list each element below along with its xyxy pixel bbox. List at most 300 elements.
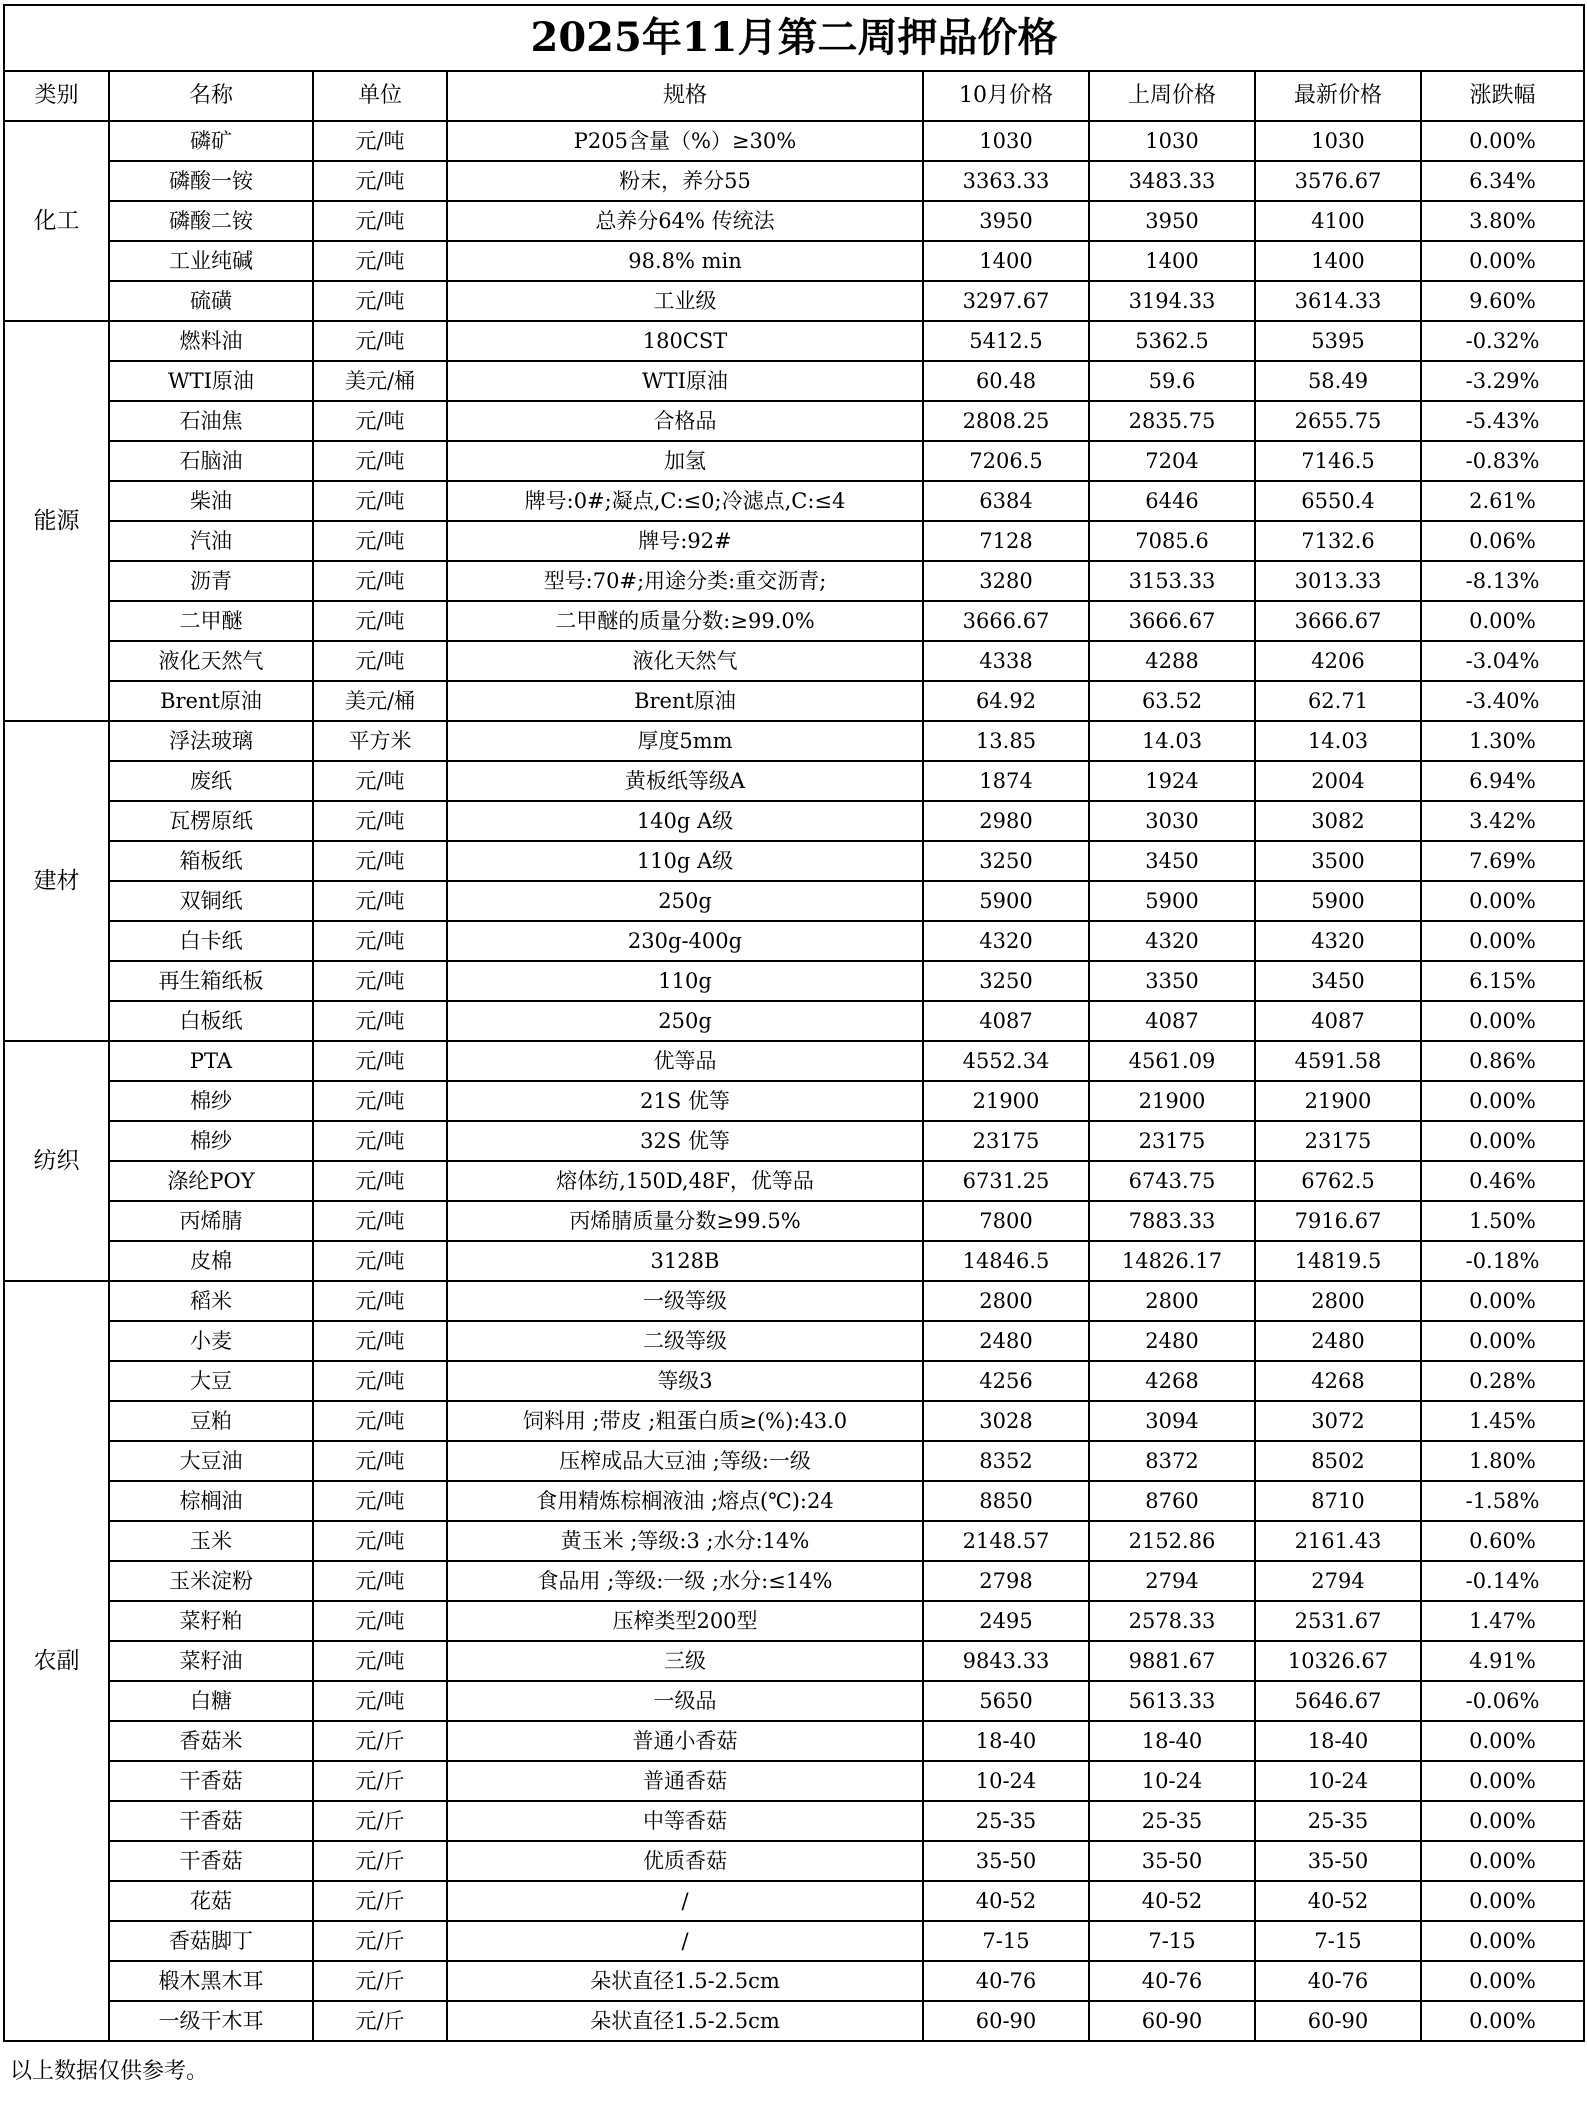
october-price-cell: 1030 bbox=[923, 121, 1089, 161]
change-percent-cell: 0.00% bbox=[1421, 881, 1584, 921]
table-row bbox=[4, 721, 1584, 761]
unit-cell: 平方米 bbox=[313, 721, 447, 761]
change-percent-cell: -0.06% bbox=[1421, 1681, 1584, 1721]
spec-cell: 一级品 bbox=[447, 1681, 923, 1721]
change-percent-cell: -1.58% bbox=[1421, 1481, 1584, 1521]
latest-price-cell: 10326.67 bbox=[1255, 1641, 1421, 1681]
item-name-cell: 燃料油 bbox=[109, 321, 313, 361]
item-name-cell: 干香菇 bbox=[109, 1801, 313, 1841]
october-price-cell: 5650 bbox=[923, 1681, 1089, 1721]
last-week-price-cell: 23175 bbox=[1089, 1121, 1255, 1161]
latest-price-cell: 35-50 bbox=[1255, 1841, 1421, 1881]
october-price-cell: 40-52 bbox=[923, 1881, 1089, 1921]
change-percent-cell: 0.00% bbox=[1421, 1921, 1584, 1961]
last-week-price-cell: 3666.67 bbox=[1089, 601, 1255, 641]
spec-cell: 180CST bbox=[447, 321, 923, 361]
item-name-cell: 小麦 bbox=[109, 1321, 313, 1361]
october-price-cell: 3250 bbox=[923, 961, 1089, 1001]
item-name-cell: 椴木黑木耳 bbox=[109, 1961, 313, 2001]
table-row bbox=[4, 1321, 1584, 1361]
spec-cell: 牌号:92# bbox=[447, 521, 923, 561]
spec-cell: 二级等级 bbox=[447, 1321, 923, 1361]
unit-cell: 元/吨 bbox=[313, 1041, 447, 1081]
last-week-price-cell: 3450 bbox=[1089, 841, 1255, 881]
spec-cell: 食用精炼棕榈液油 ;熔点(℃):24 bbox=[447, 1481, 923, 1521]
unit-cell: 美元/桶 bbox=[313, 681, 447, 721]
october-price-cell: 8352 bbox=[923, 1441, 1089, 1481]
spec-cell: 3128B bbox=[447, 1241, 923, 1281]
latest-price-cell: 5646.67 bbox=[1255, 1681, 1421, 1721]
change-percent-cell: 0.00% bbox=[1421, 1001, 1584, 1041]
change-percent-cell: -0.83% bbox=[1421, 441, 1584, 481]
change-percent-cell: 6.34% bbox=[1421, 161, 1584, 201]
unit-cell: 元/吨 bbox=[313, 1281, 447, 1321]
unit-cell: 美元/桶 bbox=[313, 361, 447, 401]
last-week-price-cell: 4288 bbox=[1089, 641, 1255, 681]
price-table bbox=[3, 4, 1585, 2102]
item-name-cell: 石油焦 bbox=[109, 401, 313, 441]
spec-cell: 普通小香菇 bbox=[447, 1721, 923, 1761]
item-name-cell: 二甲醚 bbox=[109, 601, 313, 641]
last-week-price-cell: 25-35 bbox=[1089, 1801, 1255, 1841]
footer-note: 以上数据仅供参考。 bbox=[4, 2041, 1584, 2102]
item-name-cell: 汽油 bbox=[109, 521, 313, 561]
latest-price-cell: 2161.43 bbox=[1255, 1521, 1421, 1561]
item-name-cell: 液化天然气 bbox=[109, 641, 313, 681]
spec-cell: 140g A级 bbox=[447, 801, 923, 841]
unit-cell: 元/吨 bbox=[313, 1001, 447, 1041]
spec-cell: 黄玉米 ;等级:3 ;水分:14% bbox=[447, 1521, 923, 1561]
change-percent-cell: 0.86% bbox=[1421, 1041, 1584, 1081]
spec-cell: 总养分64% 传统法 bbox=[447, 201, 923, 241]
october-price-cell: 2798 bbox=[923, 1561, 1089, 1601]
october-price-cell: 4552.34 bbox=[923, 1041, 1089, 1081]
last-week-price-cell: 59.6 bbox=[1089, 361, 1255, 401]
spec-cell: 工业级 bbox=[447, 281, 923, 321]
unit-cell: 元/吨 bbox=[313, 1681, 447, 1721]
unit-cell: 元/吨 bbox=[313, 241, 447, 281]
change-percent-cell: 0.00% bbox=[1421, 601, 1584, 641]
october-price-cell: 3280 bbox=[923, 561, 1089, 601]
header-change: 涨跌幅 bbox=[1421, 71, 1584, 121]
latest-price-cell: 18-40 bbox=[1255, 1721, 1421, 1761]
header-category: 类别 bbox=[4, 71, 109, 121]
last-week-price-cell: 3350 bbox=[1089, 961, 1255, 1001]
item-name-cell: 瓦楞原纸 bbox=[109, 801, 313, 841]
unit-cell: 元/吨 bbox=[313, 281, 447, 321]
change-percent-cell: 0.00% bbox=[1421, 1081, 1584, 1121]
change-percent-cell: 1.45% bbox=[1421, 1401, 1584, 1441]
unit-cell: 元/吨 bbox=[313, 561, 447, 601]
october-price-cell: 1400 bbox=[923, 241, 1089, 281]
change-percent-cell: -3.40% bbox=[1421, 681, 1584, 721]
unit-cell: 元/吨 bbox=[313, 601, 447, 641]
october-price-cell: 3950 bbox=[923, 201, 1089, 241]
latest-price-cell: 6550.4 bbox=[1255, 481, 1421, 521]
spec-cell: 250g bbox=[447, 881, 923, 921]
october-price-cell: 60.48 bbox=[923, 361, 1089, 401]
latest-price-cell: 5395 bbox=[1255, 321, 1421, 361]
latest-price-cell: 6762.5 bbox=[1255, 1161, 1421, 1201]
unit-cell: 元/吨 bbox=[313, 1601, 447, 1641]
table-row bbox=[4, 2001, 1584, 2041]
table-row bbox=[4, 1001, 1584, 1041]
table-row bbox=[4, 561, 1584, 601]
category-cell: 建材 bbox=[4, 721, 109, 1041]
table-row bbox=[4, 1801, 1584, 1841]
october-price-cell: 3028 bbox=[923, 1401, 1089, 1441]
spec-cell: 压榨成品大豆油 ;等级:一级 bbox=[447, 1441, 923, 1481]
last-week-price-cell: 7-15 bbox=[1089, 1921, 1255, 1961]
table-row bbox=[4, 521, 1584, 561]
last-week-price-cell: 4268 bbox=[1089, 1361, 1255, 1401]
latest-price-cell: 2480 bbox=[1255, 1321, 1421, 1361]
change-percent-cell: 4.91% bbox=[1421, 1641, 1584, 1681]
spec-cell: P205含量（%）≥30% bbox=[447, 121, 923, 161]
spec-cell: 合格品 bbox=[447, 401, 923, 441]
table-row bbox=[4, 601, 1584, 641]
change-percent-cell: 1.30% bbox=[1421, 721, 1584, 761]
latest-price-cell: 4087 bbox=[1255, 1001, 1421, 1041]
category-cell: 纺织 bbox=[4, 1041, 109, 1281]
october-price-cell: 4087 bbox=[923, 1001, 1089, 1041]
october-price-cell: 10-24 bbox=[923, 1761, 1089, 1801]
last-week-price-cell: 3030 bbox=[1089, 801, 1255, 841]
unit-cell: 元/吨 bbox=[313, 1401, 447, 1441]
last-week-price-cell: 6743.75 bbox=[1089, 1161, 1255, 1201]
unit-cell: 元/吨 bbox=[313, 1521, 447, 1561]
item-name-cell: 磷矿 bbox=[109, 121, 313, 161]
latest-price-cell: 4268 bbox=[1255, 1361, 1421, 1401]
item-name-cell: 棉纱 bbox=[109, 1121, 313, 1161]
change-percent-cell: 6.15% bbox=[1421, 961, 1584, 1001]
latest-price-cell: 7916.67 bbox=[1255, 1201, 1421, 1241]
spec-cell: 三级 bbox=[447, 1641, 923, 1681]
item-name-cell: 再生箱纸板 bbox=[109, 961, 313, 1001]
last-week-price-cell: 63.52 bbox=[1089, 681, 1255, 721]
unit-cell: 元/吨 bbox=[313, 1241, 447, 1281]
last-week-price-cell: 5900 bbox=[1089, 881, 1255, 921]
last-week-price-cell: 3094 bbox=[1089, 1401, 1255, 1441]
last-week-price-cell: 6446 bbox=[1089, 481, 1255, 521]
latest-price-cell: 2655.75 bbox=[1255, 401, 1421, 441]
table-row bbox=[4, 321, 1584, 361]
latest-price-cell: 4591.58 bbox=[1255, 1041, 1421, 1081]
item-name-cell: 白糖 bbox=[109, 1681, 313, 1721]
october-price-cell: 6384 bbox=[923, 481, 1089, 521]
table-row bbox=[4, 161, 1584, 201]
unit-cell: 元/斤 bbox=[313, 1721, 447, 1761]
unit-cell: 元/吨 bbox=[313, 401, 447, 441]
latest-price-cell: 7146.5 bbox=[1255, 441, 1421, 481]
latest-price-cell: 62.71 bbox=[1255, 681, 1421, 721]
category-cell: 农副 bbox=[4, 1281, 109, 2041]
table-row bbox=[4, 1601, 1584, 1641]
table-row bbox=[4, 401, 1584, 441]
latest-price-cell: 14819.5 bbox=[1255, 1241, 1421, 1281]
item-name-cell: 箱板纸 bbox=[109, 841, 313, 881]
last-week-price-cell: 2480 bbox=[1089, 1321, 1255, 1361]
category-cell: 化工 bbox=[4, 121, 109, 321]
spec-cell: 21S 优等 bbox=[447, 1081, 923, 1121]
last-week-price-cell: 14.03 bbox=[1089, 721, 1255, 761]
unit-cell: 元/吨 bbox=[313, 201, 447, 241]
table-row bbox=[4, 1361, 1584, 1401]
unit-cell: 元/斤 bbox=[313, 1961, 447, 2001]
latest-price-cell: 3082 bbox=[1255, 801, 1421, 841]
header-row bbox=[4, 71, 1584, 121]
spec-cell: 粉末，养分55 bbox=[447, 161, 923, 201]
spec-cell: 朵状直径1.5-2.5cm bbox=[447, 2001, 923, 2041]
table-row bbox=[4, 121, 1584, 161]
october-price-cell: 3666.67 bbox=[923, 601, 1089, 641]
item-name-cell: 涤纶POY bbox=[109, 1161, 313, 1201]
change-percent-cell: 0.46% bbox=[1421, 1161, 1584, 1201]
october-price-cell: 9843.33 bbox=[923, 1641, 1089, 1681]
latest-price-cell: 10-24 bbox=[1255, 1761, 1421, 1801]
last-week-price-cell: 3483.33 bbox=[1089, 161, 1255, 201]
october-price-cell: 1874 bbox=[923, 761, 1089, 801]
table-row bbox=[4, 1201, 1584, 1241]
item-name-cell: 柴油 bbox=[109, 481, 313, 521]
table-row bbox=[4, 881, 1584, 921]
table-row bbox=[4, 201, 1584, 241]
unit-cell: 元/吨 bbox=[313, 1441, 447, 1481]
item-name-cell: 棉纱 bbox=[109, 1081, 313, 1121]
change-percent-cell: 0.28% bbox=[1421, 1361, 1584, 1401]
latest-price-cell: 14.03 bbox=[1255, 721, 1421, 761]
item-name-cell: 干香菇 bbox=[109, 1841, 313, 1881]
unit-cell: 元/斤 bbox=[313, 1841, 447, 1881]
last-week-price-cell: 4561.09 bbox=[1089, 1041, 1255, 1081]
table-row bbox=[4, 441, 1584, 481]
table-row bbox=[4, 1441, 1584, 1481]
october-price-cell: 4256 bbox=[923, 1361, 1089, 1401]
item-name-cell: 大豆 bbox=[109, 1361, 313, 1401]
item-name-cell: 硫磺 bbox=[109, 281, 313, 321]
october-price-cell: 7-15 bbox=[923, 1921, 1089, 1961]
october-price-cell: 5412.5 bbox=[923, 321, 1089, 361]
last-week-price-cell: 8372 bbox=[1089, 1441, 1255, 1481]
last-week-price-cell: 3153.33 bbox=[1089, 561, 1255, 601]
last-week-price-cell: 9881.67 bbox=[1089, 1641, 1255, 1681]
last-week-price-cell: 8760 bbox=[1089, 1481, 1255, 1521]
october-price-cell: 2808.25 bbox=[923, 401, 1089, 441]
change-percent-cell: 0.00% bbox=[1421, 1121, 1584, 1161]
table-row bbox=[4, 761, 1584, 801]
item-name-cell: 玉米淀粉 bbox=[109, 1561, 313, 1601]
change-percent-cell: 0.00% bbox=[1421, 1961, 1584, 2001]
last-week-price-cell: 60-90 bbox=[1089, 2001, 1255, 2041]
header-last-week-price: 上周价格 bbox=[1089, 71, 1255, 121]
last-week-price-cell: 7204 bbox=[1089, 441, 1255, 481]
spec-cell: 饲料用 ;带皮 ;粗蛋白质≥(%):43.0 bbox=[447, 1401, 923, 1441]
change-percent-cell: 1.50% bbox=[1421, 1201, 1584, 1241]
table-row bbox=[4, 1561, 1584, 1601]
october-price-cell: 4320 bbox=[923, 921, 1089, 961]
change-percent-cell: -0.14% bbox=[1421, 1561, 1584, 1601]
last-week-price-cell: 3194.33 bbox=[1089, 281, 1255, 321]
change-percent-cell: 6.94% bbox=[1421, 761, 1584, 801]
unit-cell: 元/吨 bbox=[313, 1201, 447, 1241]
latest-price-cell: 3450 bbox=[1255, 961, 1421, 1001]
spec-cell: 型号:70#;用途分类:重交沥青; bbox=[447, 561, 923, 601]
table-row bbox=[4, 1401, 1584, 1441]
october-price-cell: 6731.25 bbox=[923, 1161, 1089, 1201]
header-unit: 单位 bbox=[313, 71, 447, 121]
change-percent-cell: 0.00% bbox=[1421, 1721, 1584, 1761]
table-row bbox=[4, 1721, 1584, 1761]
spec-cell: / bbox=[447, 1881, 923, 1921]
october-price-cell: 2980 bbox=[923, 801, 1089, 841]
unit-cell: 元/吨 bbox=[313, 441, 447, 481]
item-name-cell: 豆粕 bbox=[109, 1401, 313, 1441]
latest-price-cell: 2794 bbox=[1255, 1561, 1421, 1601]
spec-cell: 一级等级 bbox=[447, 1281, 923, 1321]
spec-cell: 32S 优等 bbox=[447, 1121, 923, 1161]
latest-price-cell: 4320 bbox=[1255, 921, 1421, 961]
table-row bbox=[4, 241, 1584, 281]
change-percent-cell: -0.32% bbox=[1421, 321, 1584, 361]
unit-cell: 元/吨 bbox=[313, 641, 447, 681]
spec-cell: 丙烯腈质量分数≥99.5% bbox=[447, 1201, 923, 1241]
october-price-cell: 2800 bbox=[923, 1281, 1089, 1321]
header-latest-price: 最新价格 bbox=[1255, 71, 1421, 121]
change-percent-cell: 3.80% bbox=[1421, 201, 1584, 241]
item-name-cell: 香菇脚丁 bbox=[109, 1921, 313, 1961]
table-row bbox=[4, 1921, 1584, 1961]
spec-cell: 普通香菇 bbox=[447, 1761, 923, 1801]
last-week-price-cell: 1030 bbox=[1089, 121, 1255, 161]
table-row bbox=[4, 1481, 1584, 1521]
item-name-cell: 香菇米 bbox=[109, 1721, 313, 1761]
latest-price-cell: 3013.33 bbox=[1255, 561, 1421, 601]
spec-cell: 压榨类型200型 bbox=[447, 1601, 923, 1641]
item-name-cell: 沥青 bbox=[109, 561, 313, 601]
change-percent-cell: 0.00% bbox=[1421, 1761, 1584, 1801]
october-price-cell: 4338 bbox=[923, 641, 1089, 681]
item-name-cell: 石脑油 bbox=[109, 441, 313, 481]
item-name-cell: WTI原油 bbox=[109, 361, 313, 401]
last-week-price-cell: 5362.5 bbox=[1089, 321, 1255, 361]
item-name-cell: 磷酸二铵 bbox=[109, 201, 313, 241]
latest-price-cell: 3614.33 bbox=[1255, 281, 1421, 321]
item-name-cell: 棕榈油 bbox=[109, 1481, 313, 1521]
last-week-price-cell: 10-24 bbox=[1089, 1761, 1255, 1801]
spec-cell: 食品用 ;等级:一级 ;水分:≤14% bbox=[447, 1561, 923, 1601]
change-percent-cell: 0.00% bbox=[1421, 921, 1584, 961]
item-name-cell: 废纸 bbox=[109, 761, 313, 801]
spec-cell: 优等品 bbox=[447, 1041, 923, 1081]
item-name-cell: 稻米 bbox=[109, 1281, 313, 1321]
latest-price-cell: 4206 bbox=[1255, 641, 1421, 681]
october-price-cell: 25-35 bbox=[923, 1801, 1089, 1841]
spec-cell: WTI原油 bbox=[447, 361, 923, 401]
october-price-cell: 5900 bbox=[923, 881, 1089, 921]
october-price-cell: 2148.57 bbox=[923, 1521, 1089, 1561]
last-week-price-cell: 14826.17 bbox=[1089, 1241, 1255, 1281]
item-name-cell: 丙烯腈 bbox=[109, 1201, 313, 1241]
unit-cell: 元/吨 bbox=[313, 1481, 447, 1521]
item-name-cell: 菜籽油 bbox=[109, 1641, 313, 1681]
unit-cell: 元/吨 bbox=[313, 321, 447, 361]
spec-cell: 厚度5mm bbox=[447, 721, 923, 761]
table-row bbox=[4, 1161, 1584, 1201]
spec-cell: 二甲醚的质量分数:≥99.0% bbox=[447, 601, 923, 641]
last-week-price-cell: 2835.75 bbox=[1089, 401, 1255, 441]
table-row bbox=[4, 1681, 1584, 1721]
change-percent-cell: 1.80% bbox=[1421, 1441, 1584, 1481]
table-row bbox=[4, 1641, 1584, 1681]
table-row bbox=[4, 361, 1584, 401]
october-price-cell: 7206.5 bbox=[923, 441, 1089, 481]
change-percent-cell: 1.47% bbox=[1421, 1601, 1584, 1641]
item-name-cell: 玉米 bbox=[109, 1521, 313, 1561]
unit-cell: 元/斤 bbox=[313, 1761, 447, 1801]
change-percent-cell: -5.43% bbox=[1421, 401, 1584, 441]
item-name-cell: 一级干木耳 bbox=[109, 2001, 313, 2041]
latest-price-cell: 2004 bbox=[1255, 761, 1421, 801]
unit-cell: 元/吨 bbox=[313, 121, 447, 161]
unit-cell: 元/吨 bbox=[313, 801, 447, 841]
unit-cell: 元/吨 bbox=[313, 1641, 447, 1681]
spec-cell: 110g A级 bbox=[447, 841, 923, 881]
spec-cell: 230g-400g bbox=[447, 921, 923, 961]
latest-price-cell: 8710 bbox=[1255, 1481, 1421, 1521]
last-week-price-cell: 40-76 bbox=[1089, 1961, 1255, 2001]
spec-cell: Brent原油 bbox=[447, 681, 923, 721]
table-row bbox=[4, 961, 1584, 1001]
change-percent-cell: 0.00% bbox=[1421, 1321, 1584, 1361]
spec-cell: 液化天然气 bbox=[447, 641, 923, 681]
latest-price-cell: 2800 bbox=[1255, 1281, 1421, 1321]
change-percent-cell: 0.00% bbox=[1421, 1281, 1584, 1321]
latest-price-cell: 3072 bbox=[1255, 1401, 1421, 1441]
unit-cell: 元/吨 bbox=[313, 1361, 447, 1401]
october-price-cell: 35-50 bbox=[923, 1841, 1089, 1881]
october-price-cell: 60-90 bbox=[923, 2001, 1089, 2041]
latest-price-cell: 1030 bbox=[1255, 121, 1421, 161]
latest-price-cell: 7132.6 bbox=[1255, 521, 1421, 561]
table-row bbox=[4, 801, 1584, 841]
table-row bbox=[4, 841, 1584, 881]
spec-cell: 中等香菇 bbox=[447, 1801, 923, 1841]
october-price-cell: 3250 bbox=[923, 841, 1089, 881]
item-name-cell: PTA bbox=[109, 1041, 313, 1081]
page-title: 2025年11月第二周押品价格 bbox=[4, 5, 1584, 71]
october-price-cell: 13.85 bbox=[923, 721, 1089, 761]
latest-price-cell: 25-35 bbox=[1255, 1801, 1421, 1841]
unit-cell: 元/吨 bbox=[313, 761, 447, 801]
unit-cell: 元/斤 bbox=[313, 1921, 447, 1961]
change-percent-cell: -8.13% bbox=[1421, 561, 1584, 601]
latest-price-cell: 60-90 bbox=[1255, 2001, 1421, 2041]
unit-cell: 元/斤 bbox=[313, 1881, 447, 1921]
item-name-cell: 大豆油 bbox=[109, 1441, 313, 1481]
item-name-cell: Brent原油 bbox=[109, 681, 313, 721]
last-week-price-cell: 4320 bbox=[1089, 921, 1255, 961]
spec-cell: 牌号:0#;凝点,C:≤0;冷滤点,C:≤4 bbox=[447, 481, 923, 521]
title-row bbox=[4, 5, 1584, 71]
table-row bbox=[4, 1041, 1584, 1081]
change-percent-cell: 7.69% bbox=[1421, 841, 1584, 881]
unit-cell: 元/吨 bbox=[313, 961, 447, 1001]
october-price-cell: 3363.33 bbox=[923, 161, 1089, 201]
last-week-price-cell: 1924 bbox=[1089, 761, 1255, 801]
change-percent-cell: 0.00% bbox=[1421, 121, 1584, 161]
spec-cell: 熔体纺,150D,48F，优等品 bbox=[447, 1161, 923, 1201]
item-name-cell: 双铜纸 bbox=[109, 881, 313, 921]
